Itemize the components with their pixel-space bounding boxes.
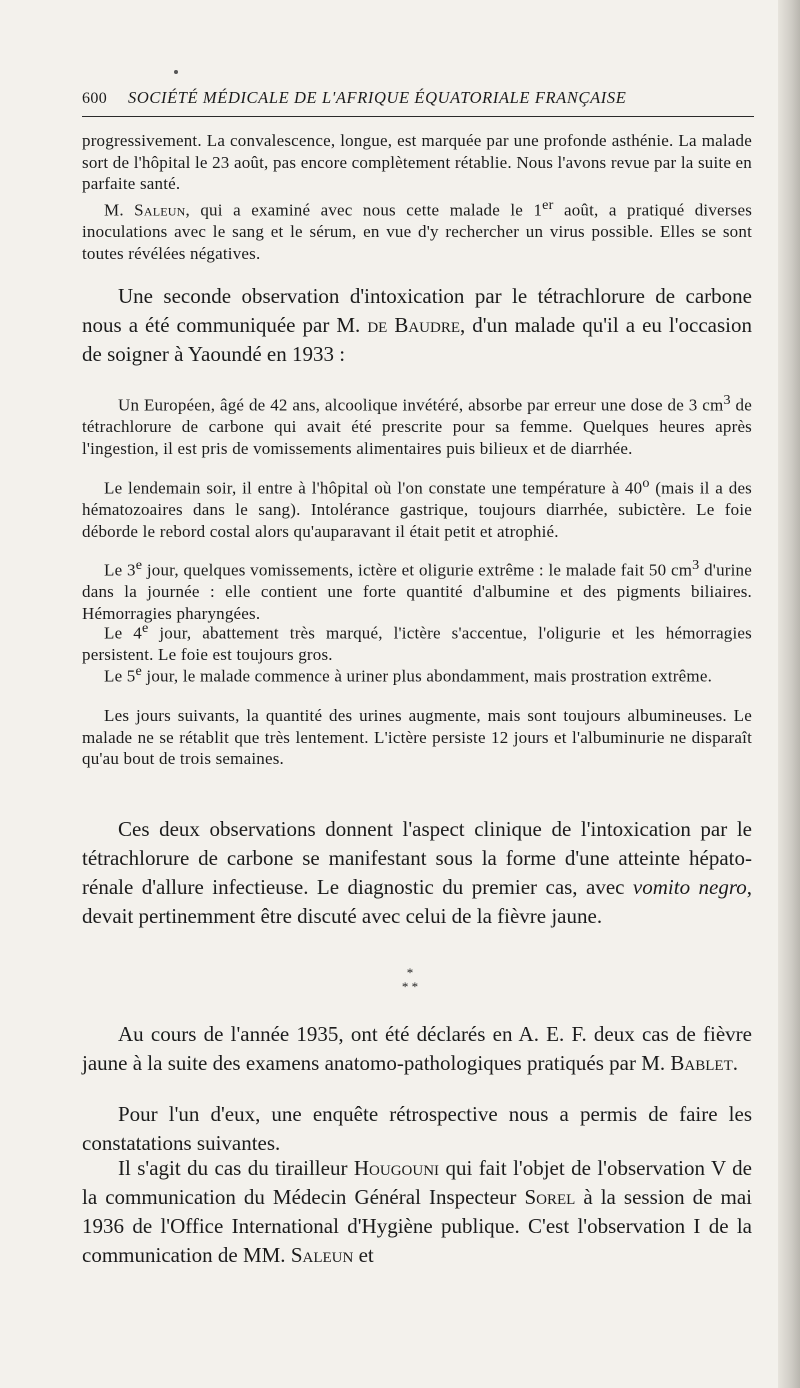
text-run: jour, le malade commence à uriner plus abondamment, mais prostration extrême. bbox=[141, 666, 713, 686]
paragraph-retrospective-inquiry bbox=[82, 1100, 752, 1158]
text-run: Il s'agit du cas du tirailleur bbox=[118, 1156, 354, 1180]
superscript: er bbox=[542, 197, 554, 213]
paragraph-conclusion bbox=[82, 815, 752, 931]
text-run: . bbox=[732, 1051, 739, 1075]
paragraph-second-observation bbox=[82, 282, 752, 369]
person-name: Hougouni bbox=[353, 1156, 440, 1180]
separator-star-top: * bbox=[406, 965, 414, 980]
text-run: , devait pertinemment être discuté avec celui de la fièvre jaune. bbox=[82, 875, 752, 928]
text-run: (mais il a des hématozoaires dans le sang). Intolérance gastrique, toujours diarrhée, subictère. Le foie déborde le rebord costal alors qu'auparavant il était petit et atrophié. bbox=[82, 478, 753, 541]
text-run: , d'un malade qu'il a eu l'occasion de soigner à Yaoundé en 1933 : bbox=[82, 313, 752, 366]
running-header bbox=[82, 88, 754, 108]
paragraph-following-days bbox=[82, 705, 752, 770]
running-title: SOCIÉTÉ MÉDICALE DE L'AFRIQUE ÉQUATORIALE FRANÇAISE bbox=[128, 88, 627, 107]
superscript: 3 bbox=[692, 557, 700, 573]
text-run: d'urine dans la journée : elle contient une forte quantité d'albumine et des pigments biliaires. Hémorragies pharyngées. bbox=[82, 560, 752, 623]
paragraph-text: Les jours suivants, la quantité des urines augmente, mais sont toujours albumineuses. Le malade ne se rétablit que très lentement. L'ictère persiste 12 jours et l'albuminurie ne disparaît qu'au bout de trois semaines. bbox=[82, 706, 752, 768]
superscript: 3 bbox=[723, 392, 731, 408]
text-run: jour, quelques vomissements, ictère et oligurie extrême : le malade fait 50 cm bbox=[142, 560, 693, 580]
text-run: M. bbox=[104, 200, 135, 220]
section-separator bbox=[380, 966, 440, 994]
paragraph-day-2 bbox=[82, 473, 752, 542]
text-run: Le lendemain soir, il entre à l'hôpital où l'on constate une température à 40 bbox=[104, 478, 643, 498]
text-run: Le 4 bbox=[104, 623, 142, 643]
text-run: Un Européen, âgé de 42 ans, alcoolique invétéré, absorbe par erreur une dose de 3 cm bbox=[118, 395, 724, 415]
text-run: août, a pratiqué diverses inoculations avec le sang et le sérum, en vue d'y rechercher un virus possible. Elles se sont toutes révélées négatives. bbox=[82, 200, 753, 263]
text-run: Une seconde observation d'intoxication par le tétrachlorure de carbone nous a été communiquée par M. bbox=[82, 284, 752, 337]
superscript: e bbox=[141, 620, 149, 636]
paragraph-day-3 bbox=[82, 555, 752, 624]
text-run: , qui a examiné avec nous cette malade le 1 bbox=[185, 200, 543, 220]
page-edge-shadow bbox=[778, 0, 800, 1388]
text-run: Le 3 bbox=[104, 560, 136, 580]
superscript: e bbox=[135, 557, 143, 573]
header-rule bbox=[82, 116, 754, 117]
text-run: Au cours de l'année 1935, ont été déclarés en A. E. F. deux cas de fièvre jaune à la suite des examens anatomo-pathologiques pratiqués par M. bbox=[82, 1022, 752, 1075]
text-run: à la session de mai 1936 de l'Office International d'Hygiène publique. C'est l'observation I de la communication de MM. bbox=[82, 1185, 752, 1267]
paragraph-day-5 bbox=[82, 661, 752, 687]
paragraph-text: progressivement. La convalescence, longue, est marquée par une profonde asthénie. La malade sort de l'hôpital le 23 août, pas encore complètement rétablie. Nous l'avons revue par la suite en parfaite santé. bbox=[82, 131, 752, 193]
text-run: jour, abattement très marqué, l'ictère s'accentue, l'oligurie et les hémorragies persistent. Le foie est toujours gros. bbox=[82, 623, 752, 665]
paragraph-convalescence bbox=[82, 130, 752, 195]
paragraph-yellow-fever-1935 bbox=[82, 1020, 752, 1078]
text-run: et bbox=[353, 1243, 374, 1267]
person-name: Sorel bbox=[524, 1185, 576, 1209]
text-run: de tétrachlorure de carbone qui avait été prescrite pour sa femme. Quelques heures après l'ingestion, il est pris de vomissements alimentaires puis bilieux et de diarrhée. bbox=[82, 395, 752, 458]
superscript: o bbox=[642, 475, 650, 491]
text-run: Ces deux observations donnent l'aspect clinique de l'intoxication par le tétrachlorure de carbone se manifestant sous la forme d'une atteinte hépato-rénale d'allure infectieuse. Le diagnostic du premier cas, avec bbox=[82, 817, 752, 899]
text-run: qui fait l'objet de l'observation V de la communication du Médecin Général Inspecteur bbox=[82, 1156, 752, 1209]
paragraph-hougouni-case bbox=[82, 1154, 752, 1270]
italic-term: vomito negro bbox=[632, 875, 747, 899]
paragraph-text: Pour l'un d'eux, une enquête rétrospective nous a permis de faire les constatations suivantes. bbox=[82, 1102, 752, 1155]
text-run: Le 5 bbox=[104, 666, 136, 686]
page-number: 600 bbox=[82, 90, 108, 107]
person-name: Saleun bbox=[134, 200, 186, 220]
paragraph-day-4 bbox=[82, 618, 752, 666]
person-name: Saleun bbox=[290, 1243, 354, 1267]
paragraph-saleun-inoculations bbox=[82, 195, 752, 264]
print-mark bbox=[174, 70, 178, 74]
separator-stars-bottom: * * bbox=[401, 979, 419, 994]
paragraph-case-intro bbox=[82, 390, 752, 459]
superscript: e bbox=[135, 663, 142, 679]
person-name: Bablet bbox=[670, 1051, 733, 1075]
person-name: de Baudre bbox=[367, 313, 461, 337]
